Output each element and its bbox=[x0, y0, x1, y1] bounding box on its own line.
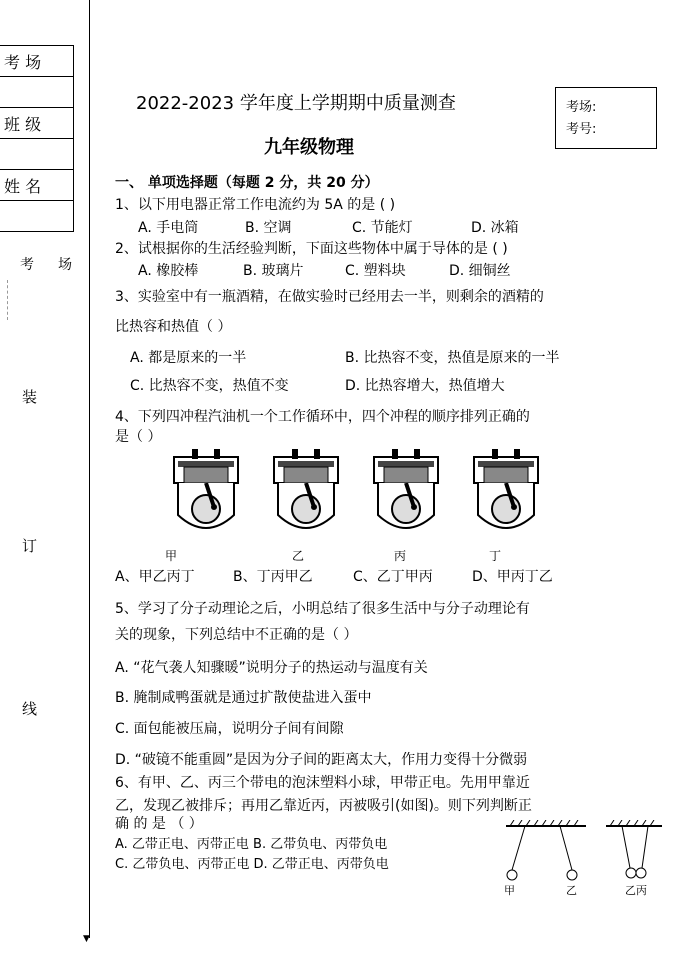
q4-stem-line2: 是（ ） bbox=[115, 429, 162, 445]
binding-line-arrow-icon: ▼ bbox=[83, 934, 90, 944]
section-heading: 一、 单项选择题（每题 2 分，共 20 分） bbox=[115, 175, 379, 191]
q6-stem-line1: 6、有甲、乙、丙三个带电的泡沫塑料小球，甲带正电。先用甲靠近 bbox=[115, 775, 530, 791]
q3-option-b[interactable]: B. 比热容不变，热值是原来的一半 bbox=[345, 350, 560, 366]
q2-option-c[interactable]: C. 塑料块 bbox=[345, 263, 406, 279]
margin-label-zhuang: 装 bbox=[22, 388, 38, 406]
q1-option-b[interactable]: B. 空调 bbox=[245, 220, 292, 236]
engine-yi bbox=[274, 449, 338, 528]
seat-number-box bbox=[555, 87, 657, 149]
q2-option-b[interactable]: B. 玻璃片 bbox=[243, 263, 304, 279]
q1-stem: 1、以下用电器正常工作电流约为 5A 的是 ( ) bbox=[115, 197, 396, 213]
q4-option-a[interactable]: A、甲乙丙丁 bbox=[115, 569, 195, 585]
q5-option-d[interactable]: D. “破镜不能重圆”是因为分子间的距离太大，作用力变得十分微弱 bbox=[115, 752, 528, 768]
exam-room-label: 考 场 bbox=[0, 46, 74, 77]
q4-option-b[interactable]: B、丁丙甲乙 bbox=[233, 569, 313, 585]
pendulum-label-yi-bing: 乙丙 bbox=[625, 884, 647, 897]
q6-options-cd[interactable]: C. 乙带负电、丙带正电 D. 乙带正电、丙带负电 bbox=[115, 857, 389, 872]
binding-line bbox=[89, 0, 90, 938]
class-label: 班 级 bbox=[0, 108, 74, 139]
name-field[interactable] bbox=[0, 201, 74, 232]
engine-strokes-figure bbox=[160, 443, 580, 543]
q1-option-a[interactable]: A. 手电筒 bbox=[138, 220, 199, 236]
margin-label-kao: 考 bbox=[20, 257, 34, 273]
q5-option-a[interactable]: A. “花气袭人知骤暖”说明分子的热运动与温度有关 bbox=[115, 660, 428, 676]
engine-bing bbox=[374, 449, 438, 528]
pendulum-label-jia: 甲 bbox=[504, 884, 515, 897]
exam-subtitle: 九年级物理 bbox=[264, 137, 354, 158]
pendulum-label-yi: 乙 bbox=[566, 884, 577, 897]
q5-stem-line1: 5、学习了分子动理论之后，小明总结了很多生活中与分子动理论有 bbox=[115, 601, 530, 617]
q5-option-c[interactable]: C. 面包能被压扁，说明分子间有间隙 bbox=[115, 721, 344, 737]
exam-room-field[interactable] bbox=[0, 77, 74, 108]
q5-stem-line2: 关的现象，下列总结中不正确的是（ ） bbox=[115, 627, 358, 643]
engine-label-ding: 丁 bbox=[489, 549, 502, 563]
exam-title: 2022-2023 学年度上学期期中质量测查 bbox=[136, 93, 456, 114]
q1-option-c[interactable]: C. 节能灯 bbox=[352, 220, 413, 236]
q3-option-c[interactable]: C. 比热容不变，热值不变 bbox=[130, 378, 289, 394]
q4-option-d[interactable]: D、甲丙丁乙 bbox=[472, 569, 553, 585]
q3-option-a[interactable]: A. 都是原来的一半 bbox=[130, 350, 247, 366]
engine-label-yi: 乙 bbox=[292, 549, 305, 563]
engine-jia bbox=[174, 449, 238, 528]
q3-stem-line1: 3、实验室中有一瓶酒精，在做实验时已经用去一半，则剩余的酒精的 bbox=[115, 289, 544, 305]
q2-option-d[interactable]: D. 细铜丝 bbox=[449, 263, 511, 279]
q3-stem-line2: 比热容和热值（ ） bbox=[115, 319, 232, 335]
q4-stem-line1: 4、下列四冲程汽油机一个工作循环中，四个冲程的顺序排列正确的 bbox=[115, 409, 530, 425]
q2-option-a[interactable]: A. 橡胶棒 bbox=[138, 263, 199, 279]
name-label: 姓 名 bbox=[0, 170, 74, 201]
student-info-table bbox=[0, 45, 74, 232]
seat-label: 考场: bbox=[566, 100, 597, 115]
engine-label-jia: 甲 bbox=[165, 549, 178, 563]
class-field[interactable] bbox=[0, 139, 74, 170]
q6-stem-line2: 乙，发现乙被排斥；再用乙靠近丙，丙被吸引(如图)。则下列判断正 bbox=[115, 798, 532, 814]
q3-option-d[interactable]: D. 比热容增大，热值增大 bbox=[345, 378, 505, 394]
margin-label-ding: 订 bbox=[22, 537, 38, 555]
q5-option-b[interactable]: B. 腌制咸鸭蛋就是通过扩散使盐进入蛋中 bbox=[115, 690, 372, 706]
margin-label-chang: 场 bbox=[58, 257, 72, 273]
engine-ding bbox=[474, 449, 538, 528]
number-label: 考号: bbox=[566, 122, 597, 137]
q6-stem-line3: 确 的 是 （ ） bbox=[115, 816, 203, 832]
q4-option-c[interactable]: C、乙丁甲丙 bbox=[353, 569, 433, 585]
pendulum-figure bbox=[500, 820, 675, 898]
q2-stem: 2、试根据你的生活经验判断，下面这些物体中属于导体的是 ( ) bbox=[115, 241, 508, 257]
engine-label-bing: 丙 bbox=[394, 549, 407, 563]
q1-option-d[interactable]: D. 冰箱 bbox=[471, 220, 519, 236]
q6-options-ab[interactable]: A. 乙带正电、丙带正电 B. 乙带负电、丙带负电 bbox=[115, 837, 388, 852]
margin-dashed-line bbox=[7, 280, 9, 320]
margin-label-xian: 线 bbox=[22, 700, 38, 718]
